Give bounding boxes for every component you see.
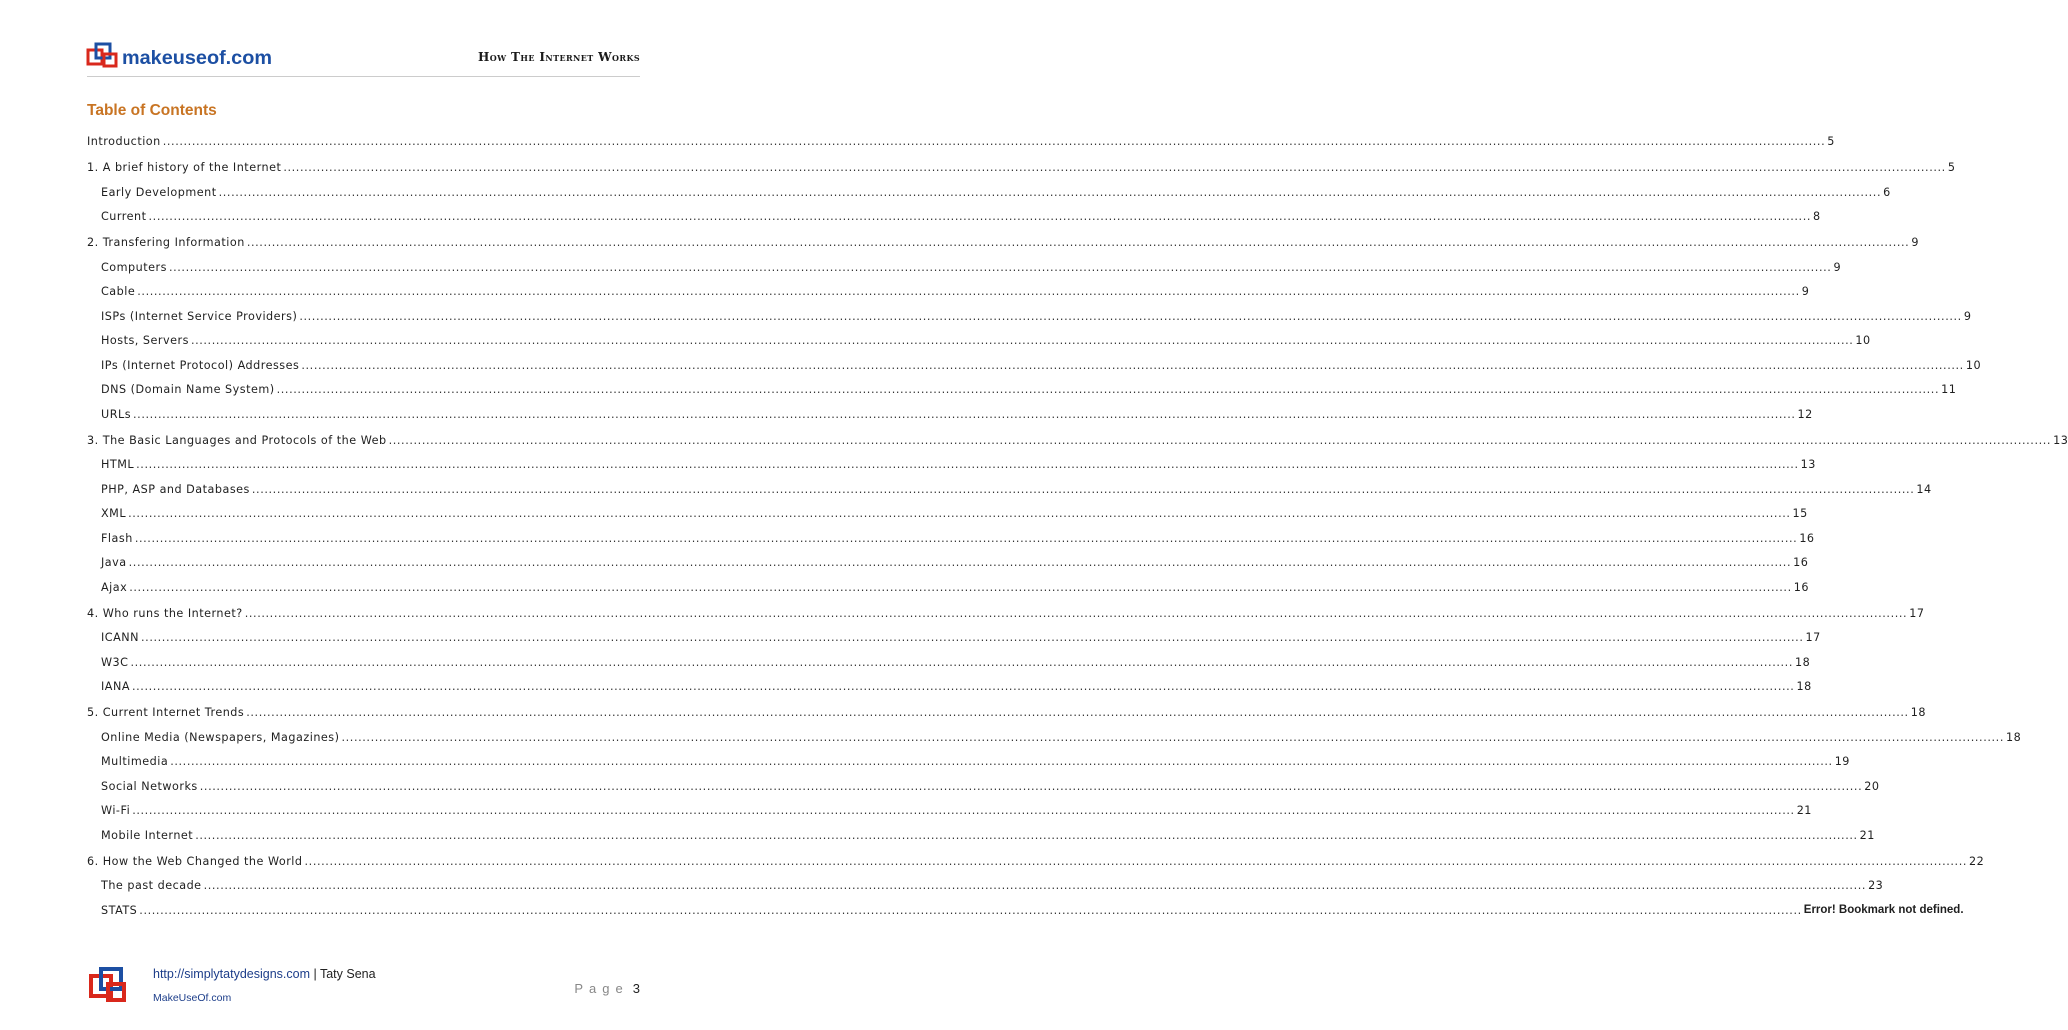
toc-entry[interactable] — [87, 892, 1964, 917]
table-of-contents — [87, 120, 2068, 917]
toc-dot-leader: ................................................................................................................................................................................................................................................................................................................................................................................................................ — [276, 383, 1940, 396]
toc-entry-label: 3. The Basic Languages and Protocols of the Web — [87, 433, 387, 447]
toc-heading: Table of Contents — [87, 102, 217, 119]
toc-entry-page: 9 — [1833, 260, 1842, 274]
toc-dot-leader: ................................................................................................................................................................................................................................................................................................................................................................................................................ — [133, 407, 1796, 421]
toc-entry-label: Mobile Internet — [101, 828, 194, 842]
toc-entry-label: IPs (Internet Protocol) Addresses — [101, 358, 300, 372]
toc-entry-label: Cable — [101, 285, 136, 298]
toc-entry-page: 8 — [1813, 210, 1821, 223]
toc-entry[interactable] — [87, 669, 1812, 694]
toc-dot-leader: ................................................................................................................................................................................................................................................................................................................................................................................................................ — [170, 755, 1833, 768]
toc-dot-leader: ................................................................................................................................................................................................................................................................................................................................................................................................................ — [199, 779, 1863, 793]
toc-entry-page: Error! Bookmark not defined. — [1803, 903, 1964, 916]
toc-dot-leader: ................................................................................................................................................................................................................................................................................................................................................................................................................ — [131, 680, 1795, 693]
toc-dot-leader: ................................................................................................................................................................................................................................................................................................................................................................................................................ — [129, 580, 1792, 594]
toc-entry[interactable] — [87, 842, 1985, 868]
toc-dot-leader: ................................................................................................................................................................................................................................................................................................................................................................................................................ — [251, 482, 1915, 496]
toc-dot-leader: ................................................................................................................................................................................................................................................................................................................................................................................................................ — [137, 285, 1800, 298]
toc-entry-label: 6. How the Web Changed the World — [87, 854, 303, 868]
footer-credit — [153, 967, 376, 981]
toc-entry[interactable] — [87, 817, 1875, 842]
toc-entry-page: 13 — [2053, 433, 2068, 447]
toc-entry-label: ICANN — [101, 631, 140, 644]
toc-entry[interactable] — [87, 496, 1808, 521]
toc-entry-page: 9 — [1963, 309, 1972, 323]
toc-entry[interactable] — [87, 768, 1880, 793]
toc-entry[interactable] — [87, 249, 1842, 274]
toc-entry-label: Current — [101, 210, 147, 223]
toc-entry[interactable] — [87, 447, 1816, 472]
toc-entry[interactable] — [87, 223, 1919, 249]
toc-dot-leader: ................................................................................................................................................................................................................................................................................................................................................................................................................ — [128, 507, 1791, 520]
toc-entry[interactable] — [87, 120, 1835, 148]
toc-entry-label: Social Networks — [101, 779, 198, 793]
toc-entry-page: 6 — [1883, 185, 1891, 199]
toc-dot-leader: ................................................................................................................................................................................................................................................................................................................................................................................................................ — [162, 135, 1826, 148]
toc-entry-label: Ajax — [101, 580, 128, 594]
toc-entry-label: Java — [101, 556, 127, 569]
toc-entry-label: 2. Transfering Information — [87, 236, 245, 249]
toc-dot-leader: ................................................................................................................................................................................................................................................................................................................................................................................................................ — [130, 655, 1793, 669]
toc-entry-page: 12 — [1797, 407, 1813, 421]
toc-entry-page: 18 — [2005, 730, 2022, 744]
makeuseof-logo — [87, 42, 277, 72]
toc-entry[interactable] — [87, 744, 1850, 769]
toc-entry[interactable] — [87, 693, 1926, 719]
toc-entry-label: Early Development — [101, 185, 217, 199]
toc-entry-page: 5 — [1827, 135, 1835, 148]
toc-entry[interactable] — [87, 793, 1812, 818]
footer-separator: | — [310, 967, 320, 981]
toc-dot-leader: ................................................................................................................................................................................................................................................................................................................................................................................................................ — [246, 236, 1910, 249]
toc-entry[interactable] — [87, 520, 1815, 545]
toc-entry-page: 20 — [1864, 779, 1880, 793]
document-title: How The Internet Works — [477, 50, 640, 64]
page-footer — [0, 955, 728, 1030]
toc-entry-page: 5 — [1947, 161, 1956, 174]
toc-entry-label: DNS (Domain Name System) — [101, 383, 275, 396]
toc-entry[interactable] — [87, 594, 1925, 620]
toc-entry[interactable] — [87, 199, 1821, 224]
toc-entry[interactable] — [87, 868, 1884, 893]
toc-dot-leader: ................................................................................................................................................................................................................................................................................................................................................................................................................ — [141, 631, 1804, 644]
footer-site-link[interactable]: MakeUseOf.com — [153, 992, 232, 1004]
toc-entry-page: 15 — [1792, 507, 1808, 520]
toc-entry-label: HTML — [101, 458, 135, 471]
toc-entry-page: 18 — [1794, 655, 1811, 669]
toc-entry-page: 9 — [1911, 236, 1919, 249]
toc-entry[interactable] — [87, 545, 1809, 570]
toc-entry-label: The past decade — [101, 879, 202, 892]
toc-entry-page: 10 — [1855, 334, 1871, 347]
toc-entry-label: URLs — [101, 407, 132, 421]
logo-text: makeuseof.com — [122, 48, 272, 69]
toc-entry-page: 17 — [1909, 606, 1925, 620]
toc-dot-leader: ................................................................................................................................................................................................................................................................................................................................................................................................................ — [203, 879, 1867, 892]
toc-dot-leader: ................................................................................................................................................................................................................................................................................................................................................................................................................ — [132, 804, 1795, 817]
toc-entry-label: PHP, ASP and Databases — [101, 482, 250, 496]
toc-entry-page: 19 — [1834, 755, 1850, 768]
toc-entry-page: 18 — [1910, 706, 1926, 719]
footer-logo-icon — [88, 966, 128, 1006]
page-word: Page — [574, 981, 629, 996]
logo-squares-icon — [88, 44, 116, 66]
toc-entry-page: 14 — [1916, 482, 1932, 496]
toc-entry[interactable] — [87, 421, 2068, 447]
toc-entry-label: Flash — [101, 531, 133, 545]
toc-entry[interactable] — [87, 569, 1809, 594]
toc-entry-page: 16 — [1799, 531, 1815, 545]
toc-entry-label: STATS — [101, 903, 138, 917]
toc-entry-page: 16 — [1793, 580, 1809, 594]
toc-entry-label: 4. Who runs the Internet? — [87, 606, 243, 620]
toc-entry-page: 21 — [1859, 828, 1875, 842]
toc-dot-leader: ................................................................................................................................................................................................................................................................................................................................................................................................................ — [244, 606, 1908, 620]
toc-entry-page: 11 — [1941, 383, 1957, 396]
page-number — [574, 981, 640, 996]
footer-author: Taty Sena — [319, 967, 376, 981]
toc-entry[interactable] — [87, 471, 1932, 496]
toc-dot-leader: ................................................................................................................................................................................................................................................................................................................................................................................................................ — [388, 433, 2052, 447]
page-number-value: 3 — [632, 981, 640, 996]
footer-url-link[interactable]: http://simplytatydesigns.com — [153, 967, 311, 981]
toc-entry-label: 5. Current Internet Trends — [87, 706, 245, 719]
toc-entry-label: Introduction — [87, 135, 161, 148]
toc-entry-page: 17 — [1805, 631, 1821, 644]
toc-entry-page: 9 — [1801, 285, 1810, 298]
toc-dot-leader: ................................................................................................................................................................................................................................................................................................................................................................................................................ — [304, 854, 1968, 868]
toc-entry-label: IANA — [101, 680, 130, 693]
toc-dot-leader: ................................................................................................................................................................................................................................................................................................................................................................................................................ — [134, 531, 1798, 545]
toc-entry[interactable] — [87, 274, 1810, 299]
toc-entry[interactable] — [87, 396, 1813, 421]
toc-entry[interactable] — [87, 347, 1982, 372]
toc-dot-leader: ................................................................................................................................................................................................................................................................................................................................................................................................................ — [246, 706, 1909, 719]
toc-entry-page: 18 — [1796, 680, 1812, 693]
toc-entry[interactable] — [87, 298, 1972, 323]
toc-entry[interactable] — [87, 620, 1821, 645]
toc-entry[interactable] — [87, 323, 1871, 348]
toc-dot-leader: ................................................................................................................................................................................................................................................................................................................................................................................................................ — [136, 458, 1799, 471]
toc-entry[interactable] — [87, 644, 1811, 669]
toc-dot-leader: ................................................................................................................................................................................................................................................................................................................................................................................................................ — [299, 309, 1962, 323]
toc-entry-label: 1. A brief history of the Internet — [87, 161, 282, 174]
toc-entry[interactable] — [87, 372, 1957, 397]
toc-dot-leader: ................................................................................................................................................................................................................................................................................................................................................................................................................ — [168, 260, 1832, 274]
toc-entry-label: Multimedia — [101, 755, 169, 768]
toc-dot-leader: ................................................................................................................................................................................................................................................................................................................................................................................................................ — [283, 161, 1946, 174]
toc-entry-label: Wi-Fi — [101, 804, 131, 817]
toc-entry-page: 16 — [1793, 556, 1809, 569]
toc-entry-label: ISPs (Internet Service Providers) — [101, 309, 298, 323]
toc-dot-leader: ................................................................................................................................................................................................................................................................................................................................................................................................................ — [128, 556, 1792, 569]
header-divider — [87, 76, 640, 77]
toc-entry-label: Online Media (Newspapers, Magazines) — [101, 730, 340, 744]
page-header — [0, 0, 728, 100]
toc-entry-label: Hosts, Servers — [101, 334, 189, 347]
toc-dot-leader: ................................................................................................................................................................................................................................................................................................................................................................................................................ — [148, 210, 1812, 223]
toc-entry-label: W3C — [101, 655, 129, 669]
toc-entry[interactable] — [87, 719, 2022, 744]
toc-dot-leader: ................................................................................................................................................................................................................................................................................................................................................................................................................ — [190, 334, 1854, 347]
toc-dot-leader: ................................................................................................................................................................................................................................................................................................................................................................................................................ — [341, 730, 2004, 744]
toc-entry-page: 13 — [1800, 458, 1816, 471]
toc-entry-page: 22 — [1969, 854, 1985, 868]
toc-entry-label: Computers — [101, 260, 167, 274]
toc-entry[interactable] — [87, 148, 1956, 174]
toc-entry[interactable] — [87, 174, 1891, 199]
toc-dot-leader: ................................................................................................................................................................................................................................................................................................................................................................................................................ — [218, 185, 1882, 199]
toc-entry-page: 23 — [1868, 879, 1884, 892]
toc-entry-page: 10 — [1965, 358, 1982, 372]
toc-entry-label: XML — [101, 507, 127, 520]
toc-dot-leader: ................................................................................................................................................................................................................................................................................................................................................................................................................ — [301, 358, 1964, 372]
toc-dot-leader: ................................................................................................................................................................................................................................................................................................................................................................................................................ — [195, 828, 1858, 842]
toc-entry-page: 21 — [1796, 804, 1812, 817]
toc-dot-leader: ................................................................................................................................................................................................................................................................................................................................................................................................................ — [139, 903, 1802, 917]
